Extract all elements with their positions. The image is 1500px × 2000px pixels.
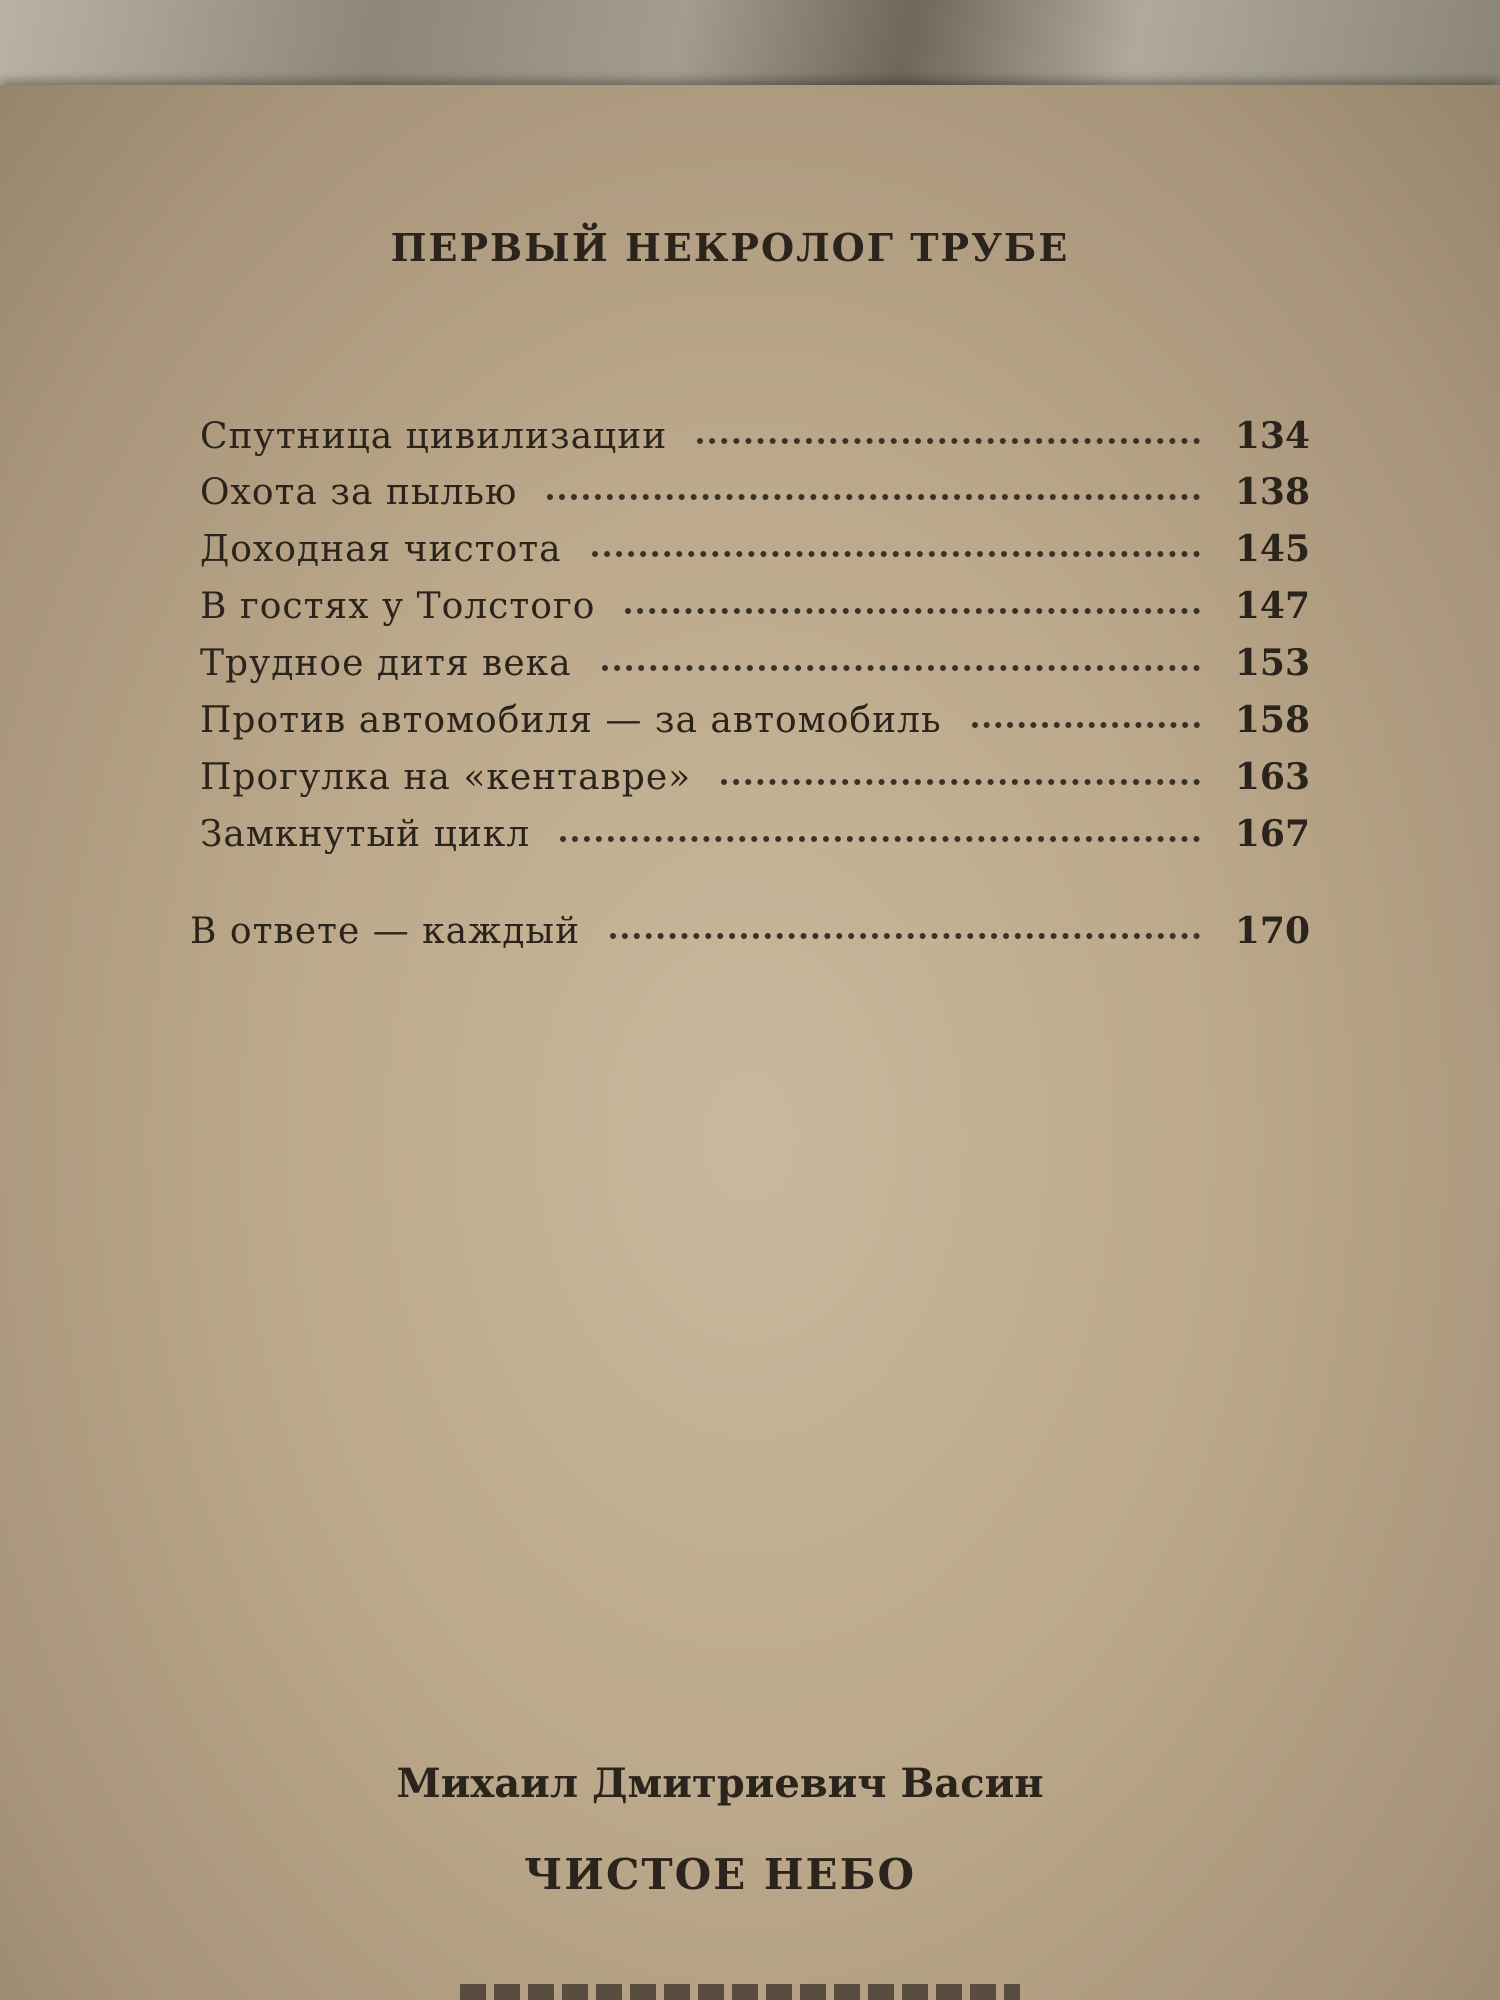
toc-entry-title: Спутница цивилизации xyxy=(200,416,668,457)
toc-entry-page: 134 xyxy=(1234,415,1310,457)
toc-entry-page: 153 xyxy=(1234,642,1310,684)
dot-leader xyxy=(972,722,1200,728)
toc-entry xyxy=(190,910,1310,962)
dot-leader xyxy=(697,438,1200,444)
toc-entry xyxy=(200,642,1310,694)
toc-entry-page: 170 xyxy=(1234,910,1310,952)
cropped-text-ink xyxy=(460,1984,1020,2000)
toc-entry-title: Замкнутый цикл xyxy=(200,814,531,855)
toc-entry-title: В гостях у Толстого xyxy=(200,586,596,627)
toc-entry-page: 147 xyxy=(1234,585,1310,627)
dot-leader xyxy=(610,933,1200,939)
dot-leader xyxy=(560,836,1200,842)
toc-entry xyxy=(200,528,1310,580)
dot-leader xyxy=(721,779,1200,785)
imprint-author: Михаил Дмитриевич Васин xyxy=(396,1760,1044,1807)
book-page xyxy=(0,85,1500,2000)
toc-entry xyxy=(200,813,1310,865)
toc-entry-title: Трудное дитя века xyxy=(200,643,572,684)
toc-entry-page: 145 xyxy=(1234,528,1310,570)
toc-entry-page: 158 xyxy=(1234,699,1310,741)
dot-leader xyxy=(625,608,1200,614)
toc-entry xyxy=(200,699,1310,751)
toc-entry xyxy=(200,756,1310,808)
section-heading: ПЕРВЫЙ НЕКРОЛОГ ТРУБЕ xyxy=(390,225,1070,270)
toc-entry-title: Охота за пылью xyxy=(200,472,518,513)
toc-entry xyxy=(200,415,1310,467)
dot-leader xyxy=(602,665,1200,671)
toc-entry-title: Прогулка на «кентавре» xyxy=(200,757,692,798)
toc-entry-title: Доходная чистота xyxy=(200,529,562,570)
imprint-book-title: ЧИСТОЕ НЕБО xyxy=(523,1850,917,1899)
toc-entry-page: 167 xyxy=(1234,813,1310,855)
toc-entry-page: 138 xyxy=(1234,471,1310,513)
dot-leader xyxy=(547,494,1200,500)
toc-entry xyxy=(200,585,1310,637)
toc-entry-page: 163 xyxy=(1234,756,1310,798)
toc-entry xyxy=(200,471,1310,523)
cropped-text-line xyxy=(460,1978,1020,2000)
toc-entry-title: В ответе — каждый xyxy=(190,911,581,952)
toc-entry-title: Против автомобиля — за автомобиль xyxy=(200,700,942,741)
dot-leader xyxy=(592,551,1200,557)
